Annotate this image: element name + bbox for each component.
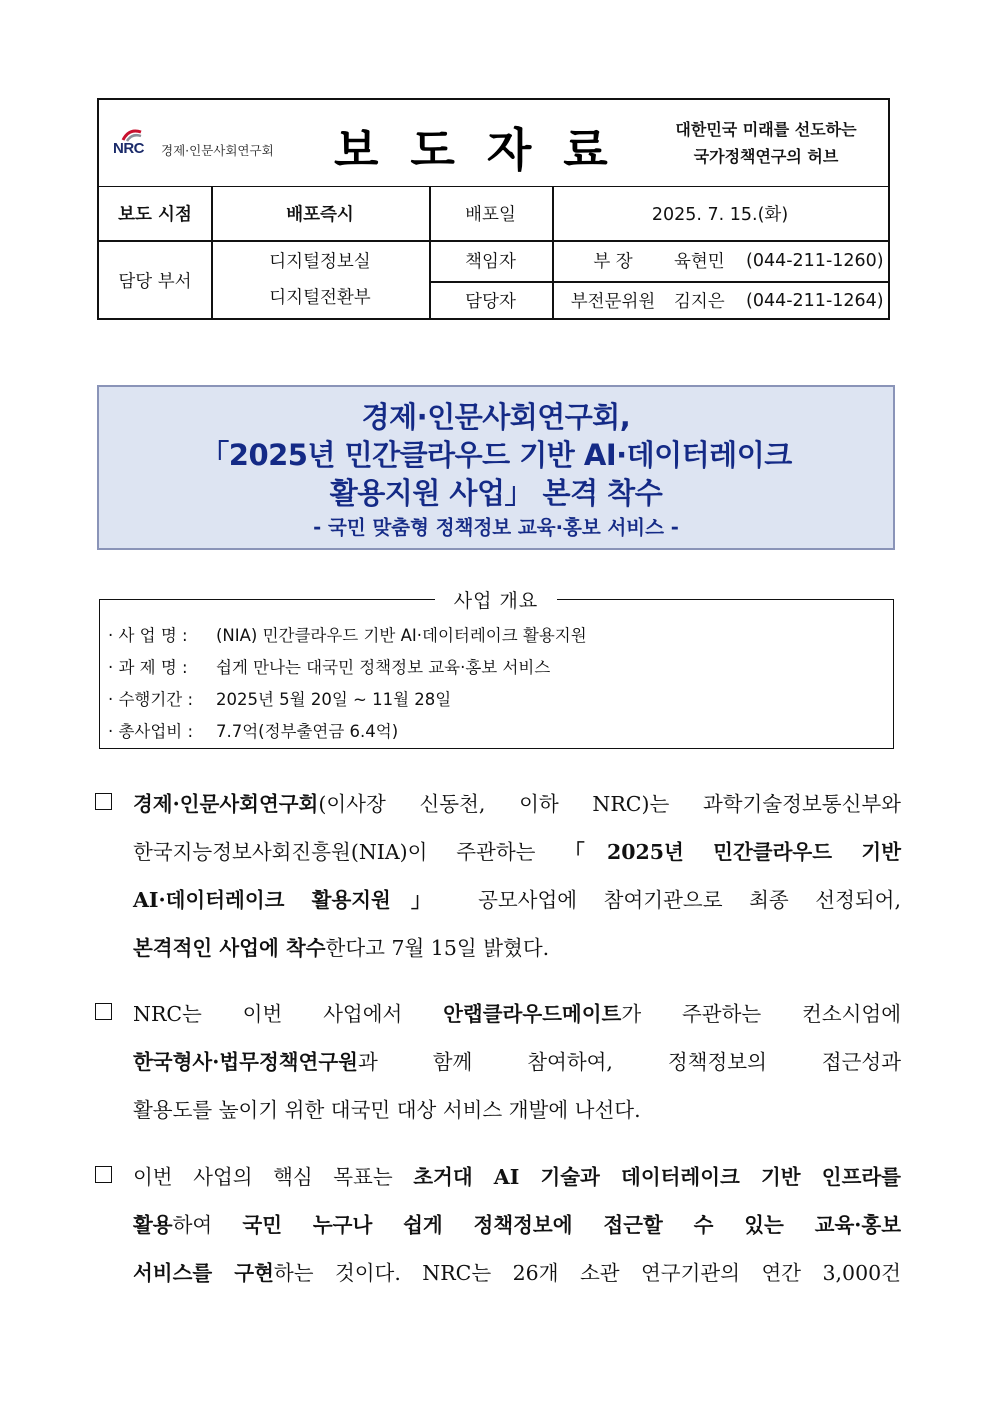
bold-text: 한국형사·법무정책연구원 [133, 1050, 358, 1074]
slogan-line-1: 대한민국 미래를 선도하는 [675, 120, 857, 139]
overview-value: 7.7억(정부출연금 6.4억) [216, 722, 399, 741]
overview-value: 쉽게 만나는 대국민 정책정보 교육·홍보 서비스 [216, 658, 551, 677]
overview-label: · 사 업 명 : [108, 626, 188, 645]
checkbox-bullet-icon [95, 1003, 112, 1020]
department-names [211, 240, 429, 320]
manager-title: 부 장 [593, 252, 633, 272]
press-header-table [97, 98, 890, 320]
headline-line-2: 「2025년 민간클라우드 기반 AI·데이터레이크 [200, 438, 792, 472]
paragraph-line: 활용도를 높이기 위한 대국민 대상 서비스 개발에 나선다. [133, 1098, 641, 1122]
slogan-line-2: 국가정책연구의 허브 [693, 147, 839, 166]
bold-text: 국민 누구나 쉽게 정책정보에 접근할 수 있는 교육·홍보 [242, 1213, 901, 1237]
overview-row [108, 654, 550, 678]
nrc-logo [107, 126, 317, 160]
headline-box [97, 385, 895, 550]
paragraph-line: 한국형사·법무정책연구원과 함께 참여하여, 정책정보의 접근성과 [133, 1050, 901, 1074]
release-time-value: 배포즉시 [286, 204, 354, 225]
department-line-1: 디지털정보실 [269, 252, 371, 272]
body-paragraph-1 [95, 780, 901, 972]
manager-name: 육현민 [674, 252, 725, 272]
distribution-date-label: 배포일 [465, 204, 516, 225]
overview-title: 사업 개요 [453, 590, 539, 612]
distribution-date-value: 2025. 7. 15.(화) [651, 204, 789, 225]
overview-label: · 과 제 명 : [108, 658, 188, 677]
release-time-label: 보도 시점 [118, 204, 192, 225]
bold-text: 경제·인문사회연구회 [133, 792, 319, 816]
project-overview-box [99, 599, 894, 749]
slogan [656, 116, 876, 170]
paragraph-line: 활용하여 국민 누구나 쉽게 정책정보에 접근할 수 있는 교육·홍보 [133, 1213, 901, 1237]
paragraph-line: 본격적인 사업에 착수한다고 7월 15일 밝혔다. [133, 936, 550, 960]
header-info-grid [99, 186, 888, 320]
header-title-row [99, 100, 888, 187]
overview-row [108, 686, 451, 710]
body-paragraph-3 [95, 1153, 901, 1297]
overview-value: (NIA) 민간클라우드 기반 AI·데이터레이크 활용지원 [216, 626, 587, 645]
paragraph-line: 이번 사업의 핵심 목표는 초거대 AI 기술과 데이터레이크 기반 인프라를 [133, 1165, 901, 1189]
paragraph-line: 경제·인문사회연구회(이사장 신동천, 이하 NRC)는 과학기술정보통신부와 [133, 792, 901, 816]
bold-text: 본격적인 사업에 착수 [133, 936, 326, 960]
department-label: 담당 부서 [118, 271, 192, 292]
paragraph-line: AI·데이터레이크 활용지원」 공모사업에 참여기관으로 최종 선정되어, [133, 888, 901, 912]
logo-abbr: NRC [113, 140, 144, 157]
manager-phone: (044-211-1260) [746, 250, 884, 271]
manager-label: 책임자 [465, 252, 516, 272]
headline-subtitle: - 국민 맞춤형 정책정보 교육·홍보 서비스 - [313, 516, 679, 539]
press-release-title: 보도자료 [334, 123, 640, 177]
bold-text: AI·데이터레이크 활용지원」 [133, 888, 452, 912]
bold-text: 서비스를 구현 [133, 1261, 274, 1285]
overview-row [108, 718, 398, 742]
department-line-2: 디지털전환부 [269, 288, 371, 308]
contact-name: 김지은 [674, 292, 725, 312]
contact-title: 부전문위원 [570, 292, 656, 312]
contact-label: 담당자 [465, 292, 516, 312]
overview-label: · 총사업비 : [108, 722, 194, 741]
checkbox-bullet-icon [95, 1166, 112, 1183]
headline-line-3: 활용지원 사업」 본격 착수 [329, 476, 663, 510]
overview-value: 2025년 5월 20일 ~ 11월 28일 [216, 690, 452, 709]
bold-text: 「2025년 민간클라우드 기반 [564, 840, 901, 864]
body-paragraph-2 [95, 990, 901, 1134]
bold-text: 활용 [133, 1213, 173, 1237]
paragraph-line: NRC는 이번 사업에서 안랩클라우드메이트가 주관하는 컨소시엄에 [133, 1002, 901, 1026]
logo-org-name: 경제·인문사회연구회 [161, 143, 274, 158]
paragraph-line: 서비스를 구현하는 것이다. NRC는 26개 소관 연구기관의 연간 3,000건 [133, 1261, 901, 1285]
bold-text: 안랩클라우드메이트 [443, 1002, 622, 1026]
checkbox-bullet-icon [95, 793, 112, 810]
contact-info [552, 281, 888, 320]
paragraph-line: 한국지능정보사회진흥원(NIA)이 주관하는 「2025년 민간클라우드 기반 [133, 840, 901, 864]
overview-label: · 수행기간 : [108, 690, 194, 709]
manager-info [552, 240, 888, 281]
overview-row [108, 622, 587, 646]
bold-text: 초거대 AI 기술과 데이터레이크 기반 인프라를 [413, 1165, 901, 1189]
contact-phone: (044-211-1264) [746, 290, 884, 311]
headline-line-1: 경제·인문사회연구회, [361, 400, 631, 434]
